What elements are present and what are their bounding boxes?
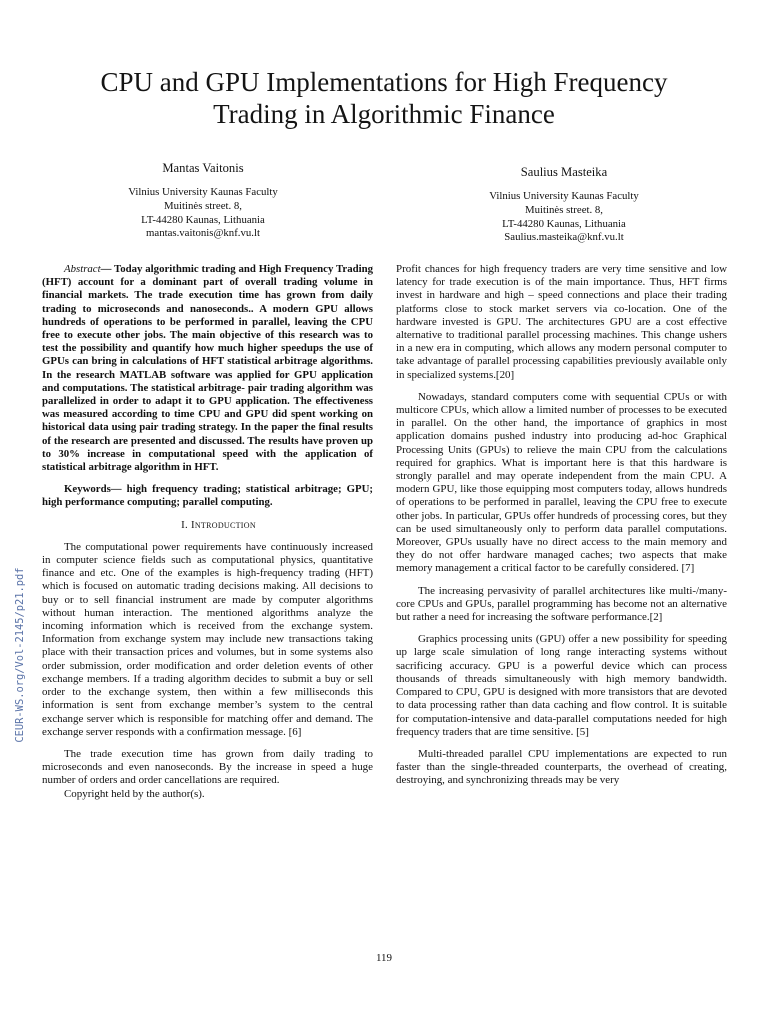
keywords: Keywords— high frequency trading; statistical arbitrage; GPU; high performance computing; parallel computing. [42,483,373,509]
body-paragraph: The increasing pervasivity of parallel architectures like multi-/many-core CPUs and GPUs, parallel programming has become not an alternative but rather a need for increasing the software performance.[2] [396,584,727,624]
section-heading-introduction: I. Introduction [181,518,256,531]
body-paragraph: The computational power requirements have continuously increased in computer science fields such as computational physics, quantitative finance and etc. One of the examples is high-frequency trading (HFT) which is focused on automatic trading decisions making. All decisions to buy or to sell financial instrument are made by computer algorithms without human interaction. The mentioned algorithms analyze the incoming information which is received from the exchange system. Information from exchange system may include new transactions taking place with their transaction prices and volumes, but in some systems also order submission, order modification and order deletion events of other exchange members. If a trading algorithm decides to submit a buy or sell order to the exchange system, then within a few milliseconds this information is sent from exchange member’s system to the central exchange server which is responsible for matching offer and demand. The exchange server responds with a confirmation message. [6] [42,540,373,738]
author-street: Muitinės street. 8, [164,199,242,212]
right-column [396,263,727,797]
author-affiliation: Vilnius University Kaunas Faculty [128,186,278,198]
abstract-body: — Today algorithmic trading and High Frequency Trading (HFT) account for a dominant part of overall trading volume in financial markets. The trade execution time has grown from daily trading to microseconds and nanoseconds.. A modern GPU allows hundreds of operations to be performed in parallel, leaving the CPU free to execute other jobs. The main objective of this research was to test the possibility and quantify how much higher speedups the use of GPUs can bring in calculations of HFT statistical arbitrage algorithms. In the research MATLAB software was applied for GPU application and computations. The statistical arbitrage- pair trading algorithm was parallelized in order to adapt it to GPU application. The effectiveness was measured according to time CPU and GPU did spent working on historical data using pair trading strategy. In the paper the final results of the research are presented and discussed. The results have proven up to 30% increase in computational speed with the application of statistical arbitrage algorithm in HFT. [42,263,373,474]
body-paragraph: Graphics processing units (GPU) offer a new possibility for speeding up large scale simulation of long range interacting systems without sacrificing accuracy. GPU is a powerful device which can process thousands of threads simultaneously with high memory bandwidth. Compared to CPU, GPU is designed with more transistors that are devoted to data processing rather than data caching and flow control. It is suitable for computation-intensive and data-parallel computations needed for high frequency traders that are time sensitive. [5] [396,633,727,738]
author-email: Saulius.masteika@knf.vu.lt [504,231,624,244]
body-paragraph: Nowadays, standard computers come with sequential CPUs or with multicore CPUs, which allow a limited number of processes to be executed in parallel. On the other hand, the importance of graphics in most application domains pushed industry into producing ad-hoc Graphical Processing Units (GPUs) to relieve the main CPU from the calculations required for graphics. What is important here is that this hardware is strongly parallel and may operate independent from the main CPU. A modern GPU, like those equipping most computers today, allows hundreds of operations to be performed in parallel, leaving the CPU free to execute other jobs. In particular, GPUs offer hundreds of processing cores, but they can be used simultaneously only to perform data parallel computations. Moreover, GPUs usually have no direct access to the main memory and they do not offer hardware managed caches; two aspects that make memory management a critical factor to be carefully considered. [7] [396,390,727,575]
author-name: Saulius Masteika [520,165,608,179]
author-email: mantas.vaitonis@knf.vu.lt [146,227,260,240]
paper-title [40,66,728,130]
body-paragraph: Profit chances for high frequency traders are very time sensitive and low latency for trade execution is of the main importance. Thus, HFT firms invest in hardware and high – speed connections and place their trading platforms close to stock market servers via co-location. One of the hardware invested is GPU. The architectures GPU are a cost effective alternative to traditional parallel processing machines. This change ushers in a new era in computing, which allows any modern personal computer to take advantage of parallel processing capabilities previously available only in specialized systems.[20] [396,263,727,381]
title-line-1: CPU and GPU Implementations for High Frequency [100,67,668,97]
body-paragraph: The trade execution time has grown from daily trading to microseconds and even nanoseconds. By the increase in speed a huge number of orders and order cancellations are required. [42,747,373,787]
author-block-1 [53,160,353,241]
ceur-sidebar-text[interactable]: CEUR-WS.org/Vol-2145/p21.pdf [14,567,26,743]
author-block-2 [414,164,714,245]
body-paragraph: Multi-threaded parallel CPU implementations are expected to run faster than the single-threaded counterparts, the overhead of creating, destroying, and synchronizing threads may be very [396,747,727,787]
abstract [42,263,373,474]
author-street: Muitinės street. 8, [525,203,603,216]
copyright-notice: Copyright held by the author(s). [64,787,205,800]
abstract-lead: Abstract [64,263,101,275]
author-city: LT-44280 Kaunas, Lithuania [141,213,265,226]
author-affiliation: Vilnius University Kaunas Faculty [489,190,639,202]
author-name: Mantas Vaitonis [162,161,244,175]
ceur-sidebar-link[interactable] [10,565,24,745]
left-column [42,263,373,810]
title-line-2: Trading in Algorithmic Finance [213,99,555,129]
author-city: LT-44280 Kaunas, Lithuania [502,217,626,230]
page-number: 119 [375,952,393,964]
